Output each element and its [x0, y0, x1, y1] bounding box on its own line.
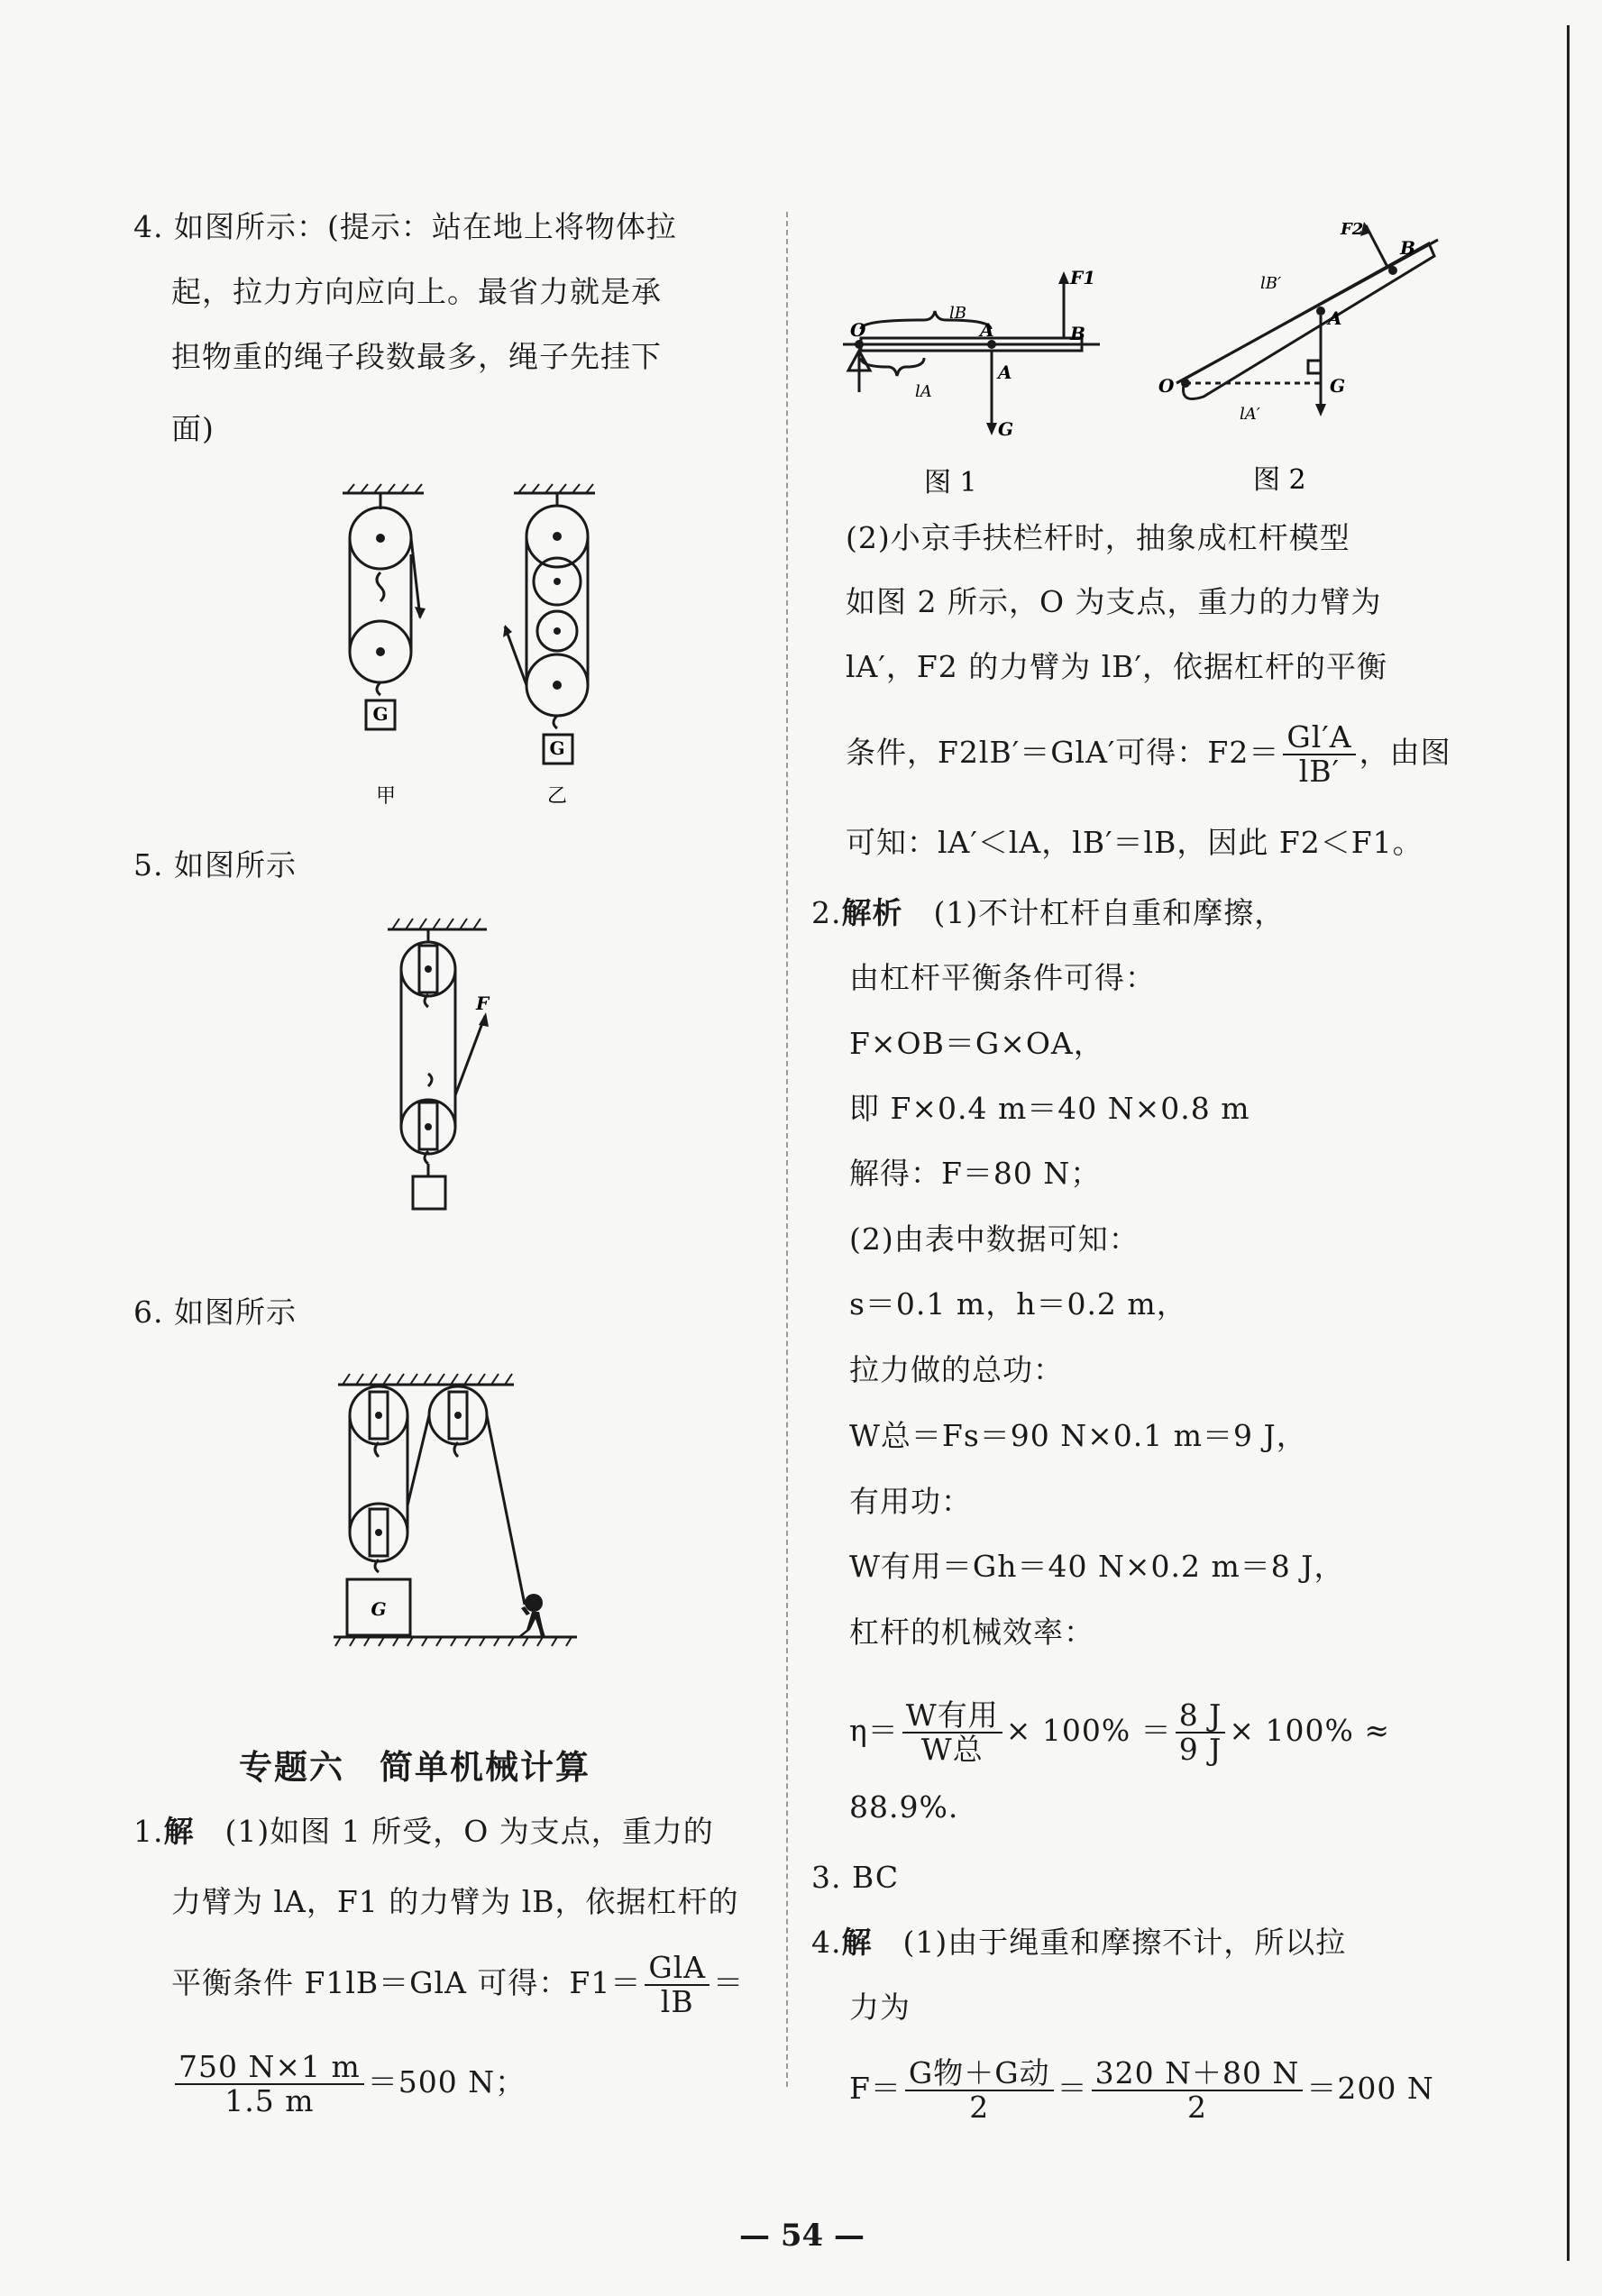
fig2-label-lA: lA′ [1240, 405, 1260, 424]
q5-text: 5. 如图所示 [133, 847, 297, 883]
a1-keyword: 解 [163, 1814, 195, 1849]
caption-yi: 乙 [546, 785, 568, 808]
a2-line9: W总＝Fs＝90 N×0.1 m＝9 J， [849, 1418, 1307, 1453]
a2-keyword: 解析 [841, 895, 903, 930]
q6-weight-label: G [371, 1598, 387, 1620]
a4-line2: 力为 [849, 1990, 911, 2025]
q4-line1: 4. 如图所示：(提示：站在地上将物体拉 [133, 209, 677, 244]
fig1-label-B: B [1070, 323, 1085, 344]
a1-fraction2: $\frac{750 N\times 1 m}{1.5 m}$ [175, 2051, 364, 2118]
a2-line1 [811, 895, 1285, 931]
a2-line4: 即 F×0.4 m＝40 N×0.8 m [849, 1091, 1250, 1126]
a2-line12: 杠杆的机械效率： [849, 1615, 1094, 1650]
a4-fraction2: $\frac{320 N+80 N}{2}$ [1092, 2057, 1304, 2124]
a4-fraction1: $\frac{\text{G物＋G动}}{2}$ [905, 2057, 1054, 2124]
fig1-label-O: O [850, 319, 866, 341]
a2-number: 2. [811, 895, 842, 930]
a1-line3: 平衡条件 F1lB＝GlA 可得：F1＝ $\frac{\text{GlA}}{lB}$ ＝ [171, 1950, 745, 2019]
a1-fraction1: $\frac{\text{GlA}}{lB}$ [645, 1952, 709, 2018]
fig1-label-lB: lB [949, 304, 966, 323]
a2-line2: 由杠杆平衡条件可得： [849, 960, 1156, 995]
a2-efficiency-formula: η＝ $\frac{\text{W有用}}{\text{W总}}$ × 100% ＝ $\frac{8 J}{9 J}$ × 100% ≈ [849, 1697, 1391, 1767]
p2-text4: 条件，F2lB′＝GlA′可得：F2＝ [846, 735, 1280, 770]
p2-line1: (2)小京手扶栏杆时，抽象成杠杆模型 [846, 520, 1350, 555]
p2-line4: 条件，F2lB′＝GlA′可得：F2＝ $\frac{Gl'A}{lB'}$ ，由图 [846, 719, 1451, 789]
a4-number: 4. [811, 1925, 842, 1960]
a2-line10: 有用功： [849, 1484, 972, 1519]
fig1-label-G: G [998, 418, 1014, 440]
a2-line3: F×OB＝G×OA， [849, 1026, 1104, 1061]
p2-fraction: $\frac{Gl'A}{lB'}$ [1283, 721, 1355, 788]
a4-text1: (1)由于绳重和摩擦不计，所以拉 [902, 1925, 1347, 1960]
fig1-label-A2: A [998, 361, 1012, 383]
fig1-caption: 图 1 [924, 467, 977, 499]
fig2-label-B: B [1400, 237, 1415, 259]
lever-figure-2 [1140, 207, 1447, 500]
page-number: — 54 — [739, 2218, 865, 2254]
a3-text: 3. BC [811, 1860, 900, 1895]
a2-line11: W有用＝Gh＝40 N×0.2 m＝8 J， [849, 1549, 1345, 1584]
p2-line5: 可知：lA′＜lA，lB′＝lB，因此 F2＜F1。 [846, 825, 1423, 860]
fig1-label-A: A [980, 319, 994, 341]
a4-keyword: 解 [841, 1925, 873, 1960]
a2-line6: (2)由表中数据可知： [849, 1221, 1140, 1257]
q5-pulley-figure [379, 915, 523, 1249]
fig2-caption: 图 2 [1253, 464, 1306, 496]
q6-pulley-figure [334, 1370, 586, 1695]
q4-line2: 起，拉力方向应向上。最省力就是承 [171, 274, 662, 309]
a2-eta-fraction1: $\frac{\text{W有用}}{\text{W总}}$ [902, 1699, 1002, 1766]
section-title: 专题六 简单机械计算 [239, 1748, 590, 1787]
fig2-label-O: O [1158, 375, 1175, 397]
q4-line3: 担物重的绳子段数最多，绳子先挂下 [171, 339, 662, 374]
q5-force-label: F [476, 992, 490, 1014]
fig2-label-A: A [1328, 307, 1342, 329]
page-edge-line [1567, 25, 1570, 2261]
a4-line1 [811, 1925, 1346, 1961]
q4-line4: 面) [171, 411, 215, 446]
a2-line7: s＝0.1 m，h＝0.2 m， [849, 1286, 1187, 1322]
a1-line1 [133, 1814, 714, 1850]
fig1-label-F1: F1 [1070, 267, 1096, 288]
p2-line3: lA′，F2 的力臂为 lB′，依据杠杆的平衡 [846, 649, 1388, 684]
a2-line14: 88.9%. [849, 1789, 959, 1825]
a1-number: 1. [133, 1814, 164, 1849]
q6-text: 6. 如图所示 [133, 1294, 297, 1330]
fig2-label-G: G [1330, 375, 1346, 397]
fig2-label-lB: lB′ [1260, 274, 1282, 293]
a1-line4: $\frac{750 N\times 1 m}{1.5 m}$ ＝500 N； [171, 2051, 526, 2118]
a2-line8: 拉力做的总功： [849, 1352, 1064, 1387]
a2-line5: 解得：F＝80 N； [849, 1156, 1102, 1191]
a4-formula: F＝ $\frac{\text{G物＋G动}}{2}$ ＝ $\frac{320 N+80 N}{2}$ ＝200 N [849, 2055, 1434, 2125]
fig2-label-F2: F2 [1341, 220, 1364, 239]
a1-text1: (1)如图 1 所受，O 为支点，重力的 [224, 1814, 714, 1849]
fig1-label-lA: lA [915, 382, 932, 401]
a2-eta-fraction2: $\frac{8 J}{9 J}$ [1176, 1699, 1226, 1766]
lever-figure-1 [843, 257, 1113, 500]
a2-text1: (1)不计杠杆自重和摩擦， [933, 895, 1286, 930]
caption-jia: 甲 [375, 785, 397, 808]
p2-line2: 如图 2 所示，O 为支点，重力的力臂为 [846, 584, 1382, 619]
jia-weight-label: G [372, 703, 389, 725]
a1-text3: 平衡条件 F1lB＝GlA 可得：F1＝ [171, 1965, 642, 2000]
column-divider [786, 212, 788, 2087]
yi-weight-label: G [549, 737, 565, 759]
a1-line2: 力臂为 lA，F1 的力臂为 lB，依据杠杆的 [171, 1884, 739, 1919]
q4-pulley-figure [325, 482, 613, 820]
